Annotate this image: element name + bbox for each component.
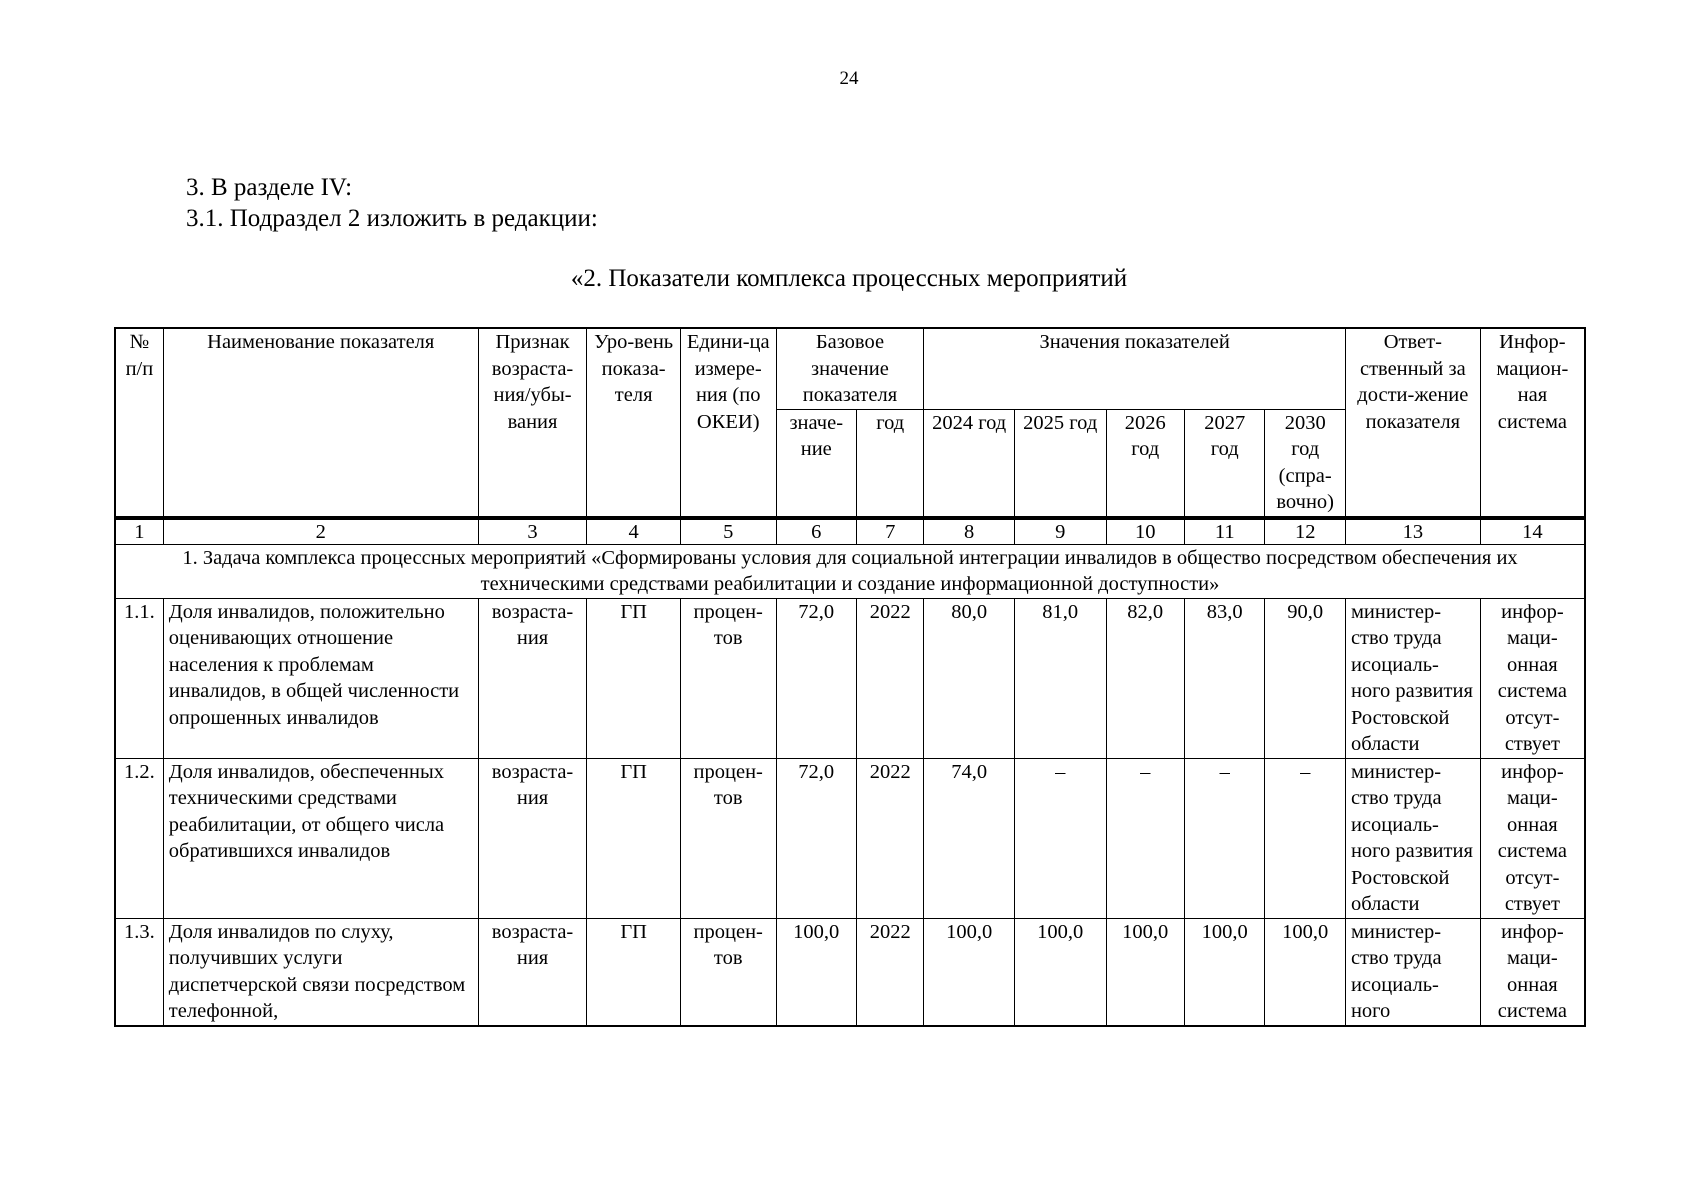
table-row bbox=[115, 598, 1585, 758]
header-row bbox=[115, 328, 1585, 409]
row-unit: процен-тов bbox=[680, 758, 776, 918]
row-sign: возраста-ния bbox=[478, 918, 587, 1026]
header-base-year: год bbox=[856, 409, 923, 518]
table-title: «2. Показатели комплекса процессных мероприятий bbox=[570, 265, 1128, 292]
row-name: Доля инвалидов, обеспеченных техническими средствами реабилитации, от общего числа обратившихся инвалидов bbox=[163, 758, 478, 918]
header-base: Базовое значение показателя bbox=[776, 328, 924, 409]
column-number: 12 bbox=[1265, 518, 1345, 545]
row-2025: 81,0 bbox=[1014, 598, 1106, 758]
row-2030: 90,0 bbox=[1265, 598, 1345, 758]
row-2027: 83,0 bbox=[1184, 598, 1264, 758]
column-number: 1 bbox=[115, 518, 163, 545]
column-number: 6 bbox=[776, 518, 856, 545]
row-2030: 100,0 bbox=[1265, 918, 1345, 1026]
column-number: 9 bbox=[1014, 518, 1106, 545]
subsection-heading: 3.1. Подраздел 2 изложить в редакции: bbox=[186, 205, 598, 232]
row-2025: 100,0 bbox=[1014, 918, 1106, 1026]
row-system: инфор-маци-онная система bbox=[1480, 918, 1585, 1026]
column-number: 7 bbox=[856, 518, 923, 545]
header-2026: 2026 год bbox=[1106, 409, 1184, 518]
row-2027: – bbox=[1184, 758, 1264, 918]
row-2024: 74,0 bbox=[924, 758, 1015, 918]
row-2025: – bbox=[1014, 758, 1106, 918]
row-2026: 82,0 bbox=[1106, 598, 1184, 758]
task-row bbox=[115, 544, 1585, 598]
row-system: инфор-маци-онная система отсут-ствует bbox=[1480, 598, 1585, 758]
row-base-year: 2022 bbox=[856, 758, 923, 918]
row-system: инфор-маци-онная система отсут-ствует bbox=[1480, 758, 1585, 918]
header-name: Наименование показателя bbox=[163, 328, 478, 518]
column-number: 4 bbox=[587, 518, 681, 545]
table-row bbox=[115, 758, 1585, 918]
column-number: 2 bbox=[163, 518, 478, 545]
row-responsible: министер-ство труда исоциаль-ного bbox=[1345, 918, 1480, 1026]
row-2024: 80,0 bbox=[924, 598, 1015, 758]
header-2024: 2024 год bbox=[924, 409, 1015, 518]
row-sign: возраста-ния bbox=[478, 598, 587, 758]
page-number: 24 bbox=[839, 68, 859, 89]
row-responsible: министер-ство труда исоциаль-ного развития Ростовской области bbox=[1345, 758, 1480, 918]
row-level: ГП bbox=[587, 918, 681, 1026]
row-2030: – bbox=[1265, 758, 1345, 918]
row-unit: процен-тов bbox=[680, 918, 776, 1026]
header-2027: 2027 год bbox=[1184, 409, 1264, 518]
row-num: 1.3. bbox=[115, 918, 163, 1026]
header-system: Инфор-мацион-ная система bbox=[1480, 328, 1585, 518]
column-number: 8 bbox=[924, 518, 1015, 545]
row-unit: процен-тов bbox=[680, 598, 776, 758]
header-unit: Едини-ца измере-ния (по ОКЕИ) bbox=[680, 328, 776, 518]
row-name: Доля инвалидов, положительно оценивающих отношение населения к проблемам инвалидов, в общей численности опрошенных инвалидов bbox=[163, 598, 478, 758]
header-values: Значения показателей bbox=[924, 328, 1346, 409]
row-sign: возраста-ния bbox=[478, 758, 587, 918]
column-number: 14 bbox=[1480, 518, 1585, 545]
header-num: № п/п bbox=[115, 328, 163, 518]
row-base-year: 2022 bbox=[856, 918, 923, 1026]
header-level: Уро-вень показа-теля bbox=[587, 328, 681, 518]
header-base-value: значе-ние bbox=[776, 409, 856, 518]
column-number-row bbox=[115, 518, 1585, 545]
task-description: 1. Задача комплекса процессных мероприятий «Сформированы условия для социальной интеграции инвалидов в общество посредством обеспечения их техническими средствами реабилитации и создание информационной доступности» bbox=[115, 544, 1585, 598]
header-2025: 2025 год bbox=[1014, 409, 1106, 518]
row-base-value: 100,0 bbox=[776, 918, 856, 1026]
row-responsible: министер-ство труда исоциаль-ного развития Ростовской области bbox=[1345, 598, 1480, 758]
table-row bbox=[115, 918, 1585, 1026]
column-number: 11 bbox=[1184, 518, 1264, 545]
row-base-value: 72,0 bbox=[776, 598, 856, 758]
row-2026: – bbox=[1106, 758, 1184, 918]
row-2024: 100,0 bbox=[924, 918, 1015, 1026]
row-2027: 100,0 bbox=[1184, 918, 1264, 1026]
row-level: ГП bbox=[587, 598, 681, 758]
column-number: 13 bbox=[1345, 518, 1480, 545]
row-num: 1.2. bbox=[115, 758, 163, 918]
header-sign: Признак возраста-ния/убы-вания bbox=[478, 328, 587, 518]
column-number: 10 bbox=[1106, 518, 1184, 545]
header-responsible: Ответ-ственный за дости-жение показателя bbox=[1345, 328, 1480, 518]
row-level: ГП bbox=[587, 758, 681, 918]
column-number: 5 bbox=[680, 518, 776, 545]
column-number: 3 bbox=[478, 518, 587, 545]
row-base-value: 72,0 bbox=[776, 758, 856, 918]
row-2026: 100,0 bbox=[1106, 918, 1184, 1026]
section-heading: 3. В разделе IV: bbox=[186, 174, 353, 201]
indicators-table bbox=[114, 327, 1586, 1027]
row-name: Доля инвалидов по слуху, получивших услуги диспетчерской связи посредством телефонной, bbox=[163, 918, 478, 1026]
row-num: 1.1. bbox=[115, 598, 163, 758]
row-base-year: 2022 bbox=[856, 598, 923, 758]
header-2030: 2030 год (спра-вочно) bbox=[1265, 409, 1345, 518]
